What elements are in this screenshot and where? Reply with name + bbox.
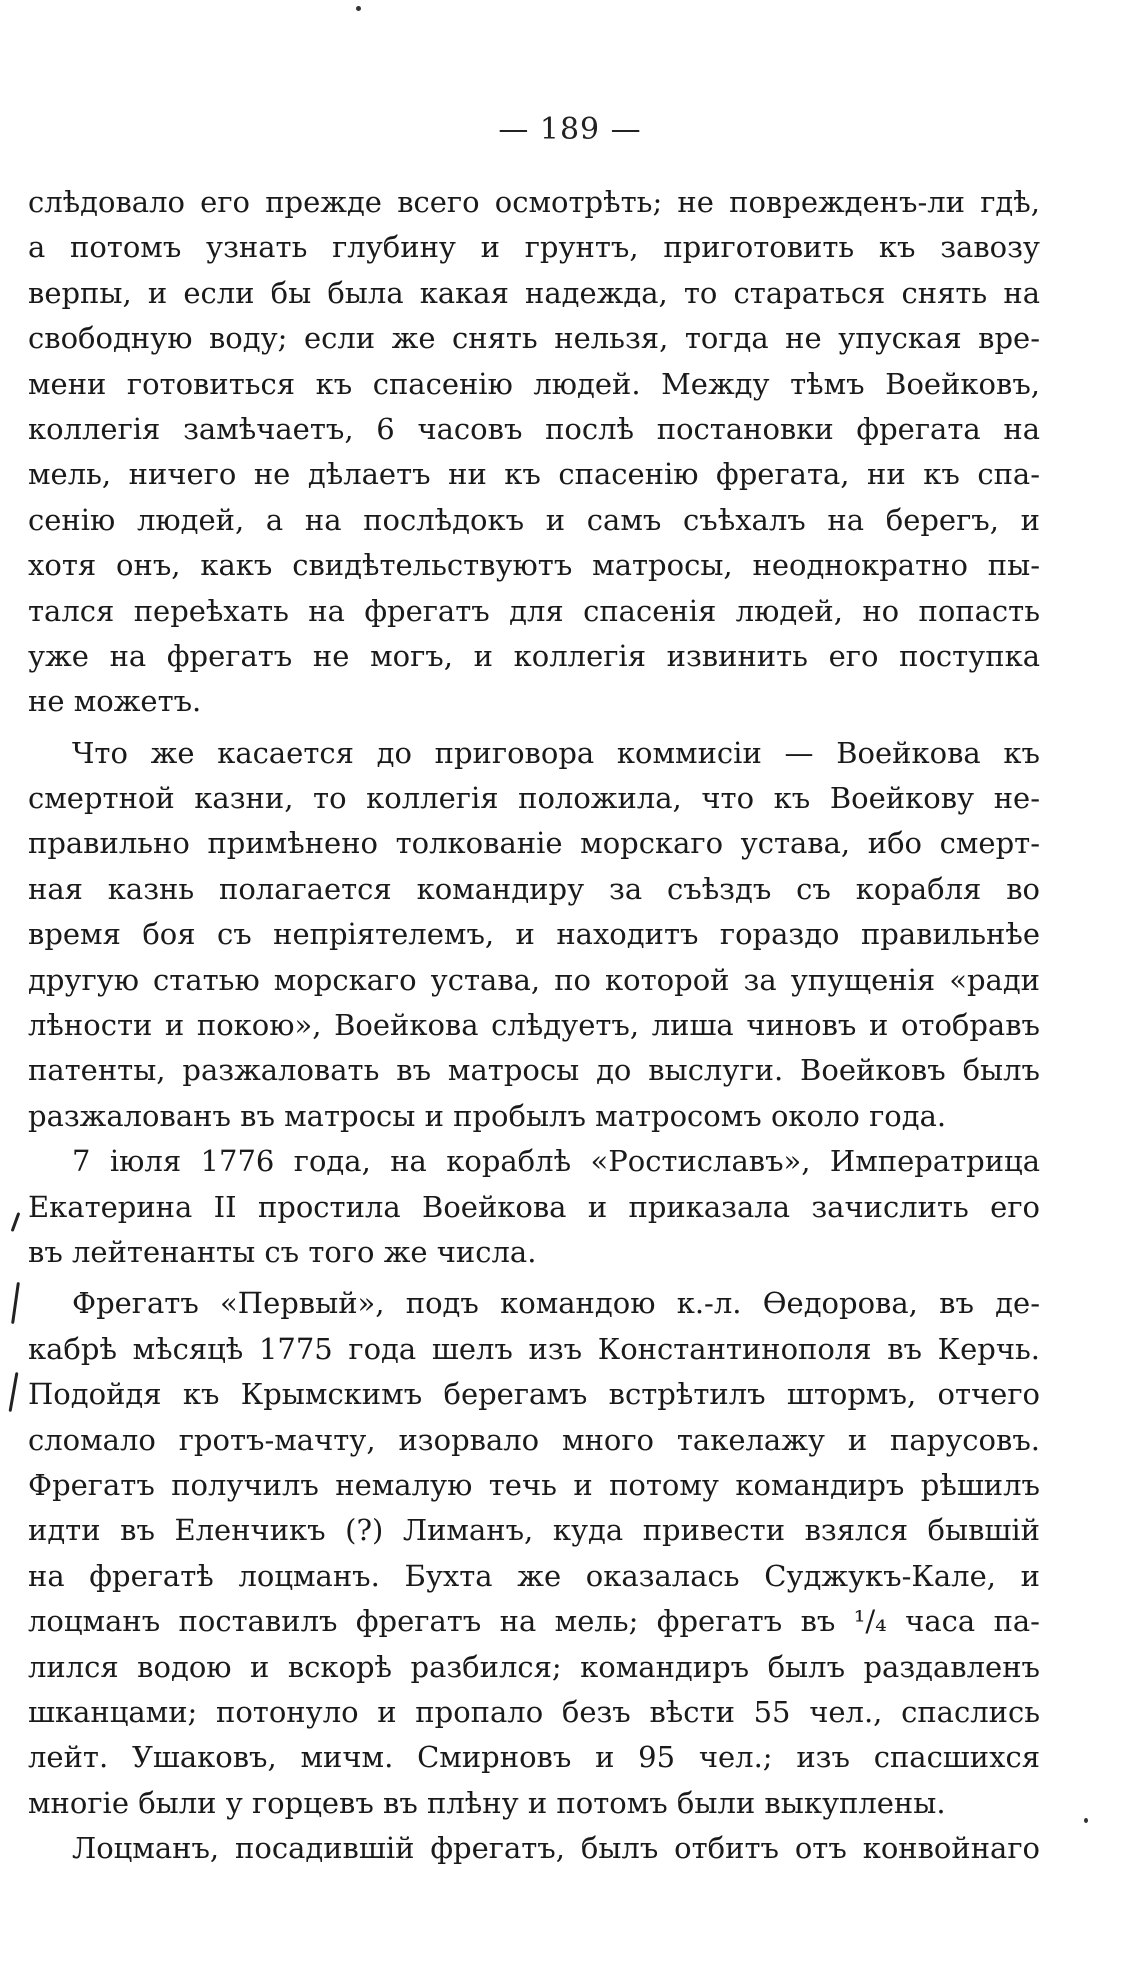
text-line: 7 іюля 1776 года, на кораблѣ «Ростиславъ», Императрица [72, 1144, 1040, 1179]
paragraph [28, 1139, 1040, 1275]
text-line: разжалованъ въ матросы и пробылъ матросомъ около года. [28, 1098, 947, 1133]
text-line: лился водою и вскорѣ разбился; командиръ былъ раздавленъ [28, 1649, 1040, 1684]
text-line: мени готовиться къ спасенію людей. Между тѣмъ Воейковъ, [28, 366, 1040, 401]
text-line: лоцманъ поставилъ фрегатъ на мель; фрегатъ въ ¹/₄ часа па- [28, 1604, 1040, 1639]
paragraph [28, 1826, 1040, 1871]
text-line: патенты, разжаловать въ матросы до выслуги. Воейковъ былъ [28, 1053, 1040, 1088]
text-line: слѣдовало его прежде всего осмотрѣть; не поврежденъ-ли гдѣ, [28, 185, 1040, 219]
text-line: уже на фрегатъ не могъ, и коллегія извинить его поступка [28, 638, 1040, 673]
text-line: Фрегатъ «Первый», подъ командою к.-л. Ѳедорова, въ де- [72, 1286, 1040, 1321]
text-line: лѣности и покою», Воейкова слѣдуетъ, лиша чиновъ и отобравъ [28, 1008, 1040, 1043]
margin-pencil-mark [9, 1372, 19, 1412]
page-number: — 189 — [498, 112, 642, 147]
text-line: сломало гротъ-мачту, изорвало много такелажу и парусовъ. [28, 1422, 1040, 1457]
text-line: кабрѣ мѣсяцѣ 1775 года шелъ изъ Константинополя въ Керчь. [28, 1331, 1040, 1366]
text-line: Фрегатъ получилъ немалую течь и потому командиръ рѣшилъ [28, 1467, 1040, 1502]
text-line: не можетъ. [28, 684, 202, 719]
margin-pencil-mark [11, 1212, 21, 1232]
text-line: другую статью морскаго устава, по которой за упущенія «ради [28, 962, 1040, 997]
text-line: хотя онъ, какъ свидѣтельствуютъ матросы, неоднократно пы- [28, 548, 1040, 583]
text-line: правильно примѣнено толкованіе морскаго устава, ибо смерт- [28, 826, 1040, 861]
text-line: Подойдя къ Крымскимъ берегамъ встрѣтилъ штормъ, отчего [28, 1377, 1040, 1412]
text-line: свободную воду; если же снять нельзя, тогда не упуская вре- [28, 321, 1040, 356]
margin-pencil-mark [11, 1282, 20, 1324]
text-line: Лоцманъ, посадившій фрегатъ, былъ отбитъ отъ конвойнаго [72, 1831, 1040, 1866]
text-line: Екатерина II простила Воейкова и приказала зачислить его [28, 1189, 1040, 1224]
text-line: мель, ничего не дѣлаетъ ни къ спасенію фрегата, ни къ спа- [28, 457, 1040, 492]
paragraph [28, 731, 1040, 1140]
text-line: ная казнь полагается командиру за съѣздъ съ корабля во [28, 871, 1040, 906]
text-line: Что же касается до приговора коммисіи — Воейкова къ [72, 735, 1040, 770]
scan-speck [1084, 1818, 1088, 1823]
text-line: верпы, и если бы была какая надежда, то стараться снять на [28, 275, 1040, 310]
text-line: въ лейтенанты съ того же числа. [28, 1234, 537, 1269]
text-line: идти въ Еленчикъ (?) Лиманъ, куда привести взялся бывшій [28, 1513, 1040, 1548]
text-line: сенію людей, а на послѣдокъ и самъ съѣхалъ на берегъ, и [28, 502, 1040, 537]
paragraph [28, 180, 1040, 725]
text-line: а потомъ узнать глубину и грунтъ, приготовить къ завозу [28, 230, 1040, 265]
text-line: смертной казни, то коллегія положила, что къ Воейкову не- [28, 781, 1040, 816]
text-line: тался переѣхать на фрегатъ для спасенія людей, но попасть [28, 593, 1040, 628]
text-line: коллегія замѣчаетъ, 6 часовъ послѣ постановки фрегата на [28, 411, 1040, 446]
text-line: многіе были у горцевъ въ плѣну и потомъ были выкуплены. [28, 1785, 946, 1820]
text-line: время боя съ непріятелемъ, и находитъ гораздо правильнѣе [28, 917, 1040, 952]
text-line: на фрегатѣ лоцманъ. Бухта же оказалась Суджукъ-Кале, и [28, 1558, 1040, 1593]
text-line: лейт. Ушаковъ, мичм. Смирновъ и 95 чел.; изъ спасшихся [28, 1740, 1040, 1775]
text-line: шканцами; потонуло и пропало безъ вѣсти 55 чел., спаслись [28, 1694, 1040, 1729]
body-text [28, 180, 1040, 1871]
paragraph [28, 1281, 1040, 1826]
scan-speck [356, 6, 361, 11]
